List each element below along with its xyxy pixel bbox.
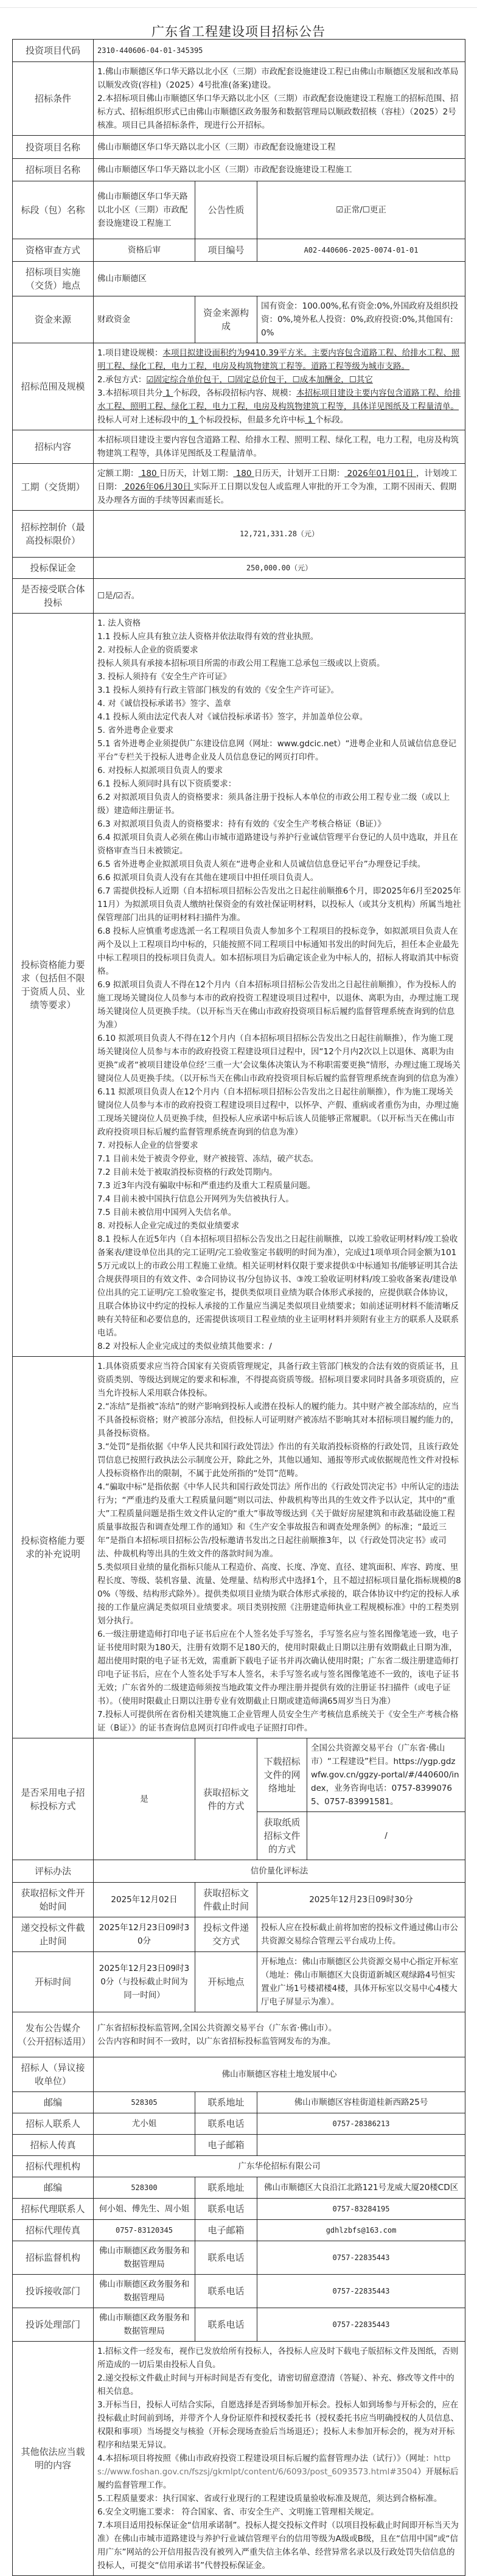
funds-value: 财政资金 xyxy=(94,296,195,343)
text-segment: ）开展标后履约监督管理工作。 xyxy=(97,2467,459,2490)
paragraph xyxy=(97,387,461,413)
filled-blank: 2026年01月01日 xyxy=(344,469,417,478)
row-tender-name xyxy=(13,159,465,181)
row-other xyxy=(13,2342,465,2576)
label: 招标代理联系人 xyxy=(13,2199,94,2220)
text-segment: 5.工程质量要求：执行国家、省或行业现行的工程建设质量验收标准及规范，须达到合格标准。 xyxy=(97,2494,442,2504)
paragraph: 6.7 需提供投标人近期（自本招标项目招标公告发出之日起往前顺推6个月，即2025年6月至2025年11月）为拟派项目负责人缴纳社保资金的有效社保证明材料，以投标人（或其分支机构）所属当地社保管理部门出具的证明材料扫描件为准。 xyxy=(97,886,461,923)
paragraph: 6. 对投标人拟派项目负责人的要求 xyxy=(97,766,223,775)
label: 联系电话 xyxy=(195,2199,257,2220)
investment-name-value: 佛山市顺德区华口华天路以北小区（三期）市政配套设施建设工程 xyxy=(94,136,465,159)
label: 招标控制价（最高投标限价） xyxy=(13,511,94,558)
paragraph xyxy=(97,2345,461,2371)
label: 是否采用电子招标投标方式 xyxy=(13,1738,94,1860)
label: 资格审查方式 xyxy=(13,239,94,262)
paragraph: 6.9 拟派项目负责人不得在12个月内（自本招标项目招标公告发出之日起往前顺推），作为投标人的施工现场关键岗位人员参与本市的政府投资工程建设项目过程中，以退休、离职为由，办理过施工现场关键岗位人员更换手续。（以开标当天在佛山市政府投资项目标后履约监督管理系统查询到的信息为准） xyxy=(97,980,459,1030)
row-opening xyxy=(13,1952,465,2012)
row-funds xyxy=(13,296,465,343)
row-agency-fax xyxy=(13,2220,465,2241)
row-consortium xyxy=(13,579,465,614)
paragraph: 5. 省外进粤企业要求 xyxy=(97,726,174,735)
row-media xyxy=(13,2012,465,2057)
contact-value: 尤小姐 xyxy=(94,2113,195,2135)
dept-value: 佛山市顺德区政务服务和数据管理局 xyxy=(94,2275,195,2308)
paragraph: 2.“冻结”是指被“冻结”的财产影响到投标人或潜在投标人的履约能力。其中财产被全部冻结的，应当不具备投标资格；财产被部分冻结，但投标人可证明财产被冻结不影响其对本招标项目履约能力的，具备投标资格。 xyxy=(97,1402,459,1438)
row-doc-time xyxy=(13,1883,465,1917)
supplement-value xyxy=(94,1357,465,1738)
phone-value: 0757-22835443 xyxy=(257,2308,465,2342)
label: 联系地址 xyxy=(195,2092,257,2113)
text-segment: 1.项目建设规模： xyxy=(97,348,163,358)
label: 投诉接收部门 xyxy=(13,2275,94,2308)
other-value xyxy=(94,2342,465,2576)
doc-start-value: 2025年12月02日 xyxy=(94,1883,195,1917)
label: 开标地点 xyxy=(195,1952,257,2012)
label: 招标项目名称 xyxy=(13,159,94,181)
row-supervision xyxy=(13,2241,465,2275)
download-address-value[interactable]: 全国公共资源交易平台（广东省·佛山市）“工程建设”栏目。https://ygp.gdzwfw.gov.cn/ggzy-portal/#/440600/index，业务咨询电话：0757-83990765、0757-83991581。 xyxy=(307,1738,465,1812)
label: 投标资格能力要求的补充说明 xyxy=(13,1357,94,1738)
tender-name-value: 佛山市顺德区华口华天路以北小区（三期）市政配套设施建设工程施工 xyxy=(94,159,465,181)
label: 投资项目代码 xyxy=(13,40,94,62)
qualification-value xyxy=(94,614,465,1357)
paragraph: 6.一级注册建造师打印电子证书后应在个人签名处手写签名，手写签名应与签名图像笔迹一致，电子证书使用时限为180天，注册有效期不足180天的，使用时限截止日期以注册有效期截止日期为准，超出使用时限的电子证书无效，需重新下载电子证书并再次确认使用时限；广东省二级注册建造师打印电子证书后，应在个人签名处手写本人签名，未手写签名或与签名图像笔迹不一致的，该电子证书无效；广东省外的二级建造师须按当地政策文件办理注册并提供有效的注册证书扫描件（或电子证书）。（使用时限截止日期以注册专业有效期截止日期或建造师满65周岁当日为准） xyxy=(97,1629,459,1706)
paragraph: 7.5 目前未被信用中国列入失信名单。 xyxy=(97,1208,237,1217)
row-tenderer-contact xyxy=(13,2113,465,2135)
row-tenderer-fax xyxy=(13,2135,465,2156)
submit-method-value: 投标人应在投标截止前将加密的投标文件通过佛山市公共资源交易综合管理云平台成功上传。 xyxy=(257,1917,465,1952)
label: 投标文件递交方式 xyxy=(195,1917,257,1952)
paragraph xyxy=(97,346,461,373)
funds-composition-value: 国有资金：100.00%,私有资金:0%,外国政府及组织投资：0%,境外私人投资：0%,政府投资:0%,其他国有:0% xyxy=(257,296,465,343)
phone-value: 0757-22835443 xyxy=(257,2275,465,2308)
investment-code-value: 2310-440606-04-01-345395 xyxy=(94,40,465,62)
text-segment: 个标段投标，但最多允许中标 xyxy=(198,415,305,425)
paragraph xyxy=(97,2452,461,2492)
label: 其他依法应当载明的内容 xyxy=(13,2342,94,2576)
paragraph xyxy=(97,2492,461,2505)
row-qualification xyxy=(13,614,465,1357)
label: 获取招标文件开始时间 xyxy=(13,1883,94,1917)
paragraph: 7.2 目前未处于被取消投标资格的行政处罚期内。 xyxy=(97,1167,277,1177)
row-complaint-receive xyxy=(13,2275,465,2308)
label: 招标内容 xyxy=(13,430,94,464)
electronic-value: 是 xyxy=(94,1738,195,1860)
paragraph: 8.1 投标人在近5年内（自本招标项目招标公告发出之日起往前顺推，以竣工验收证明材料/竣工验收备案表/建设单位出具的完工证明/完工验收鉴定书载明的时间为准），完成过1项单项合同金额为1015万元或以上的市政公用工程施工业绩。相关证明材料仅限于要求提供①中标通知书/能够证明其合法合规获得项目的有效文件、②合同协议书/分包协议书、③竣工验收证明材料/竣工验收备案表/建设单位出具的完工证明/完工验收鉴定书，提供类似项目业绩为联合体形式承接的，应提供联合体协议，且联合体协议中约定的投标人承接的工作量应当满足类似项目业绩要求；如前述证明材料不能清晰反映有关特征和必要信息的，还需提供该项目工程业绩的业主证明材料并须附有业主方的联系人及联系电话。 xyxy=(97,1234,459,1338)
label: 联系电话 xyxy=(195,2241,257,2275)
label: 递交投标文件截止时间 xyxy=(13,1917,94,1952)
paragraph: 7. 对投标人企业的信誉要求 xyxy=(97,1141,198,1150)
row-control-price xyxy=(13,511,465,558)
paragraph: 6.1 投标人须同时具有以下资质要求： xyxy=(97,779,237,789)
content-value: 本招标项目建设主要内容包含道路工程、给排水工程、照明工程、绿化工程，电力工程，电房及构筑物建筑工程等，具体详见图纸及工程量清单。 xyxy=(94,430,465,464)
paper-method-value: / xyxy=(307,1812,465,1860)
text-segment: 日历天，计划开工日期： xyxy=(254,469,345,478)
row-scope xyxy=(13,343,465,430)
evaluation-value: 信价量化评标法 xyxy=(94,1860,465,1883)
paragraph xyxy=(97,467,461,507)
label: 下载招标文件的网络地址 xyxy=(257,1738,307,1812)
row-section-name xyxy=(13,181,465,239)
paragraph xyxy=(97,2398,461,2452)
row-tenderer-post xyxy=(13,2092,465,2113)
paragraph: 3. 投标人须持有《安全生产许可证》 xyxy=(97,672,231,682)
paragraph: 6.3 对拟派项目负责人的资格要求：持有有效的《安全生产考核合格证（B证）》 xyxy=(97,819,386,829)
filled-blank: ☑固定综合单价包干，☐固定总价包干，☐成本加酬金，☐其它 xyxy=(146,375,373,385)
label: 资金来源 xyxy=(13,296,94,343)
row-tenderer xyxy=(13,2057,465,2092)
label: 招标代理传真 xyxy=(13,2220,94,2241)
submit-deadline-value: 2025年12月23日09时30分 xyxy=(94,1917,195,1952)
address-value: 佛山市顺德区大良沿江北路121号龙威大厦20楼CD区 xyxy=(257,2177,465,2199)
label: 发布公告媒介（公开招标适用） xyxy=(13,2012,94,2057)
deposit-value: 250,000.00（元） xyxy=(94,558,465,579)
paragraph xyxy=(97,2519,461,2572)
text-segment: 定额工期： xyxy=(97,469,139,478)
label: 项目编号 xyxy=(195,239,257,262)
text-segment: 4.本招标项目将按照《佛山市政府投资工程建设项目标后履约监督管理办法（试行）》（网址： xyxy=(97,2454,434,2463)
paragraph: 6.5 省外进粤企业拟派项目负责人须在“进粤企业和人员诚信信息登记平台”办理登记手续。 xyxy=(97,859,426,869)
paragraph: 8. 对投标人企业完成过的类似业绩要求 xyxy=(97,1221,240,1231)
label: 获取招标文件截止时间 xyxy=(195,1883,257,1917)
paragraph xyxy=(97,2371,461,2398)
paragraph: 7.4 目前未被中国执行信息公开网列为失信被执行人。 xyxy=(97,1194,294,1204)
label: 招标条件 xyxy=(13,62,94,136)
announcement-table xyxy=(12,39,465,2576)
top-divider xyxy=(0,7,477,8)
label: 联系地址 xyxy=(195,2177,257,2199)
paragraph: 投标人须具有承接本招标项目所需的市政公用工程施工总承包三级或以上资质。 xyxy=(97,659,385,668)
label: 电子邮箱 xyxy=(195,2220,257,2241)
text-segment: 日历天，计划工期： xyxy=(159,469,234,478)
filled-blank: 1 xyxy=(187,415,198,425)
paragraph: 4.“骗取中标”是指依据《中华人民共和国行政处罚法》所作出的《行政处罚决定书》中所认定的违法行为；“严重违约及重大工程质量问题”则以司法、仲裁机构等出具的生效文件予以认定，其中的“重大”工程质量问题是指生效文件认定的“重大”事故等级达到《关于做好房屋建筑和市政基础设施工程质量事故报告和调查处理工作的通知》和《生产安全事故报告和调查处理条例》的标准；“最近三年”是指自本招标项目招标公告/投标邀请书发出之日起往前顺推3年，以《行政处罚决定书》或司法、仲裁机构等出具的生效文件的落款时间为准。 xyxy=(97,1482,459,1559)
label: 招标人传真 xyxy=(13,2135,94,2156)
email-value[interactable]: gdhlzbfs@163.com xyxy=(257,2220,465,2241)
opening-place-value: 开标地点：佛山市顺德区公共资源交易中心指定开标室（地址：佛山市顺德区大良街道新城区观绿路4号恒实置业广场1号楼裙楼4楼，具体开标室以交易中心4楼大厅电子屏显示为准）。 xyxy=(257,1952,465,2012)
postcode-value: 528300 xyxy=(94,2177,195,2199)
label: 是否接受联合体投标 xyxy=(13,579,94,614)
text-segment: 1.招标文件一经发布，视作已发放给所有投标人，各投标人应及时下载电子版招标文件及图纸，否则所造成的一切后果由投标人自负。 xyxy=(97,2347,459,2370)
text-segment: 实际开工日期以发包人或监理人审批的开工令为准，工期不因雨天、假期及办理各方面的手续等因素而延长。 xyxy=(97,482,457,505)
postcode-value: 528305 xyxy=(94,2092,195,2113)
paragraph: 7.投标人可提供所在省份相关建筑施工企业管理人员安全生产考核信息系统关于《安全生产考核合格证（B证）》的证书查询信息网页打印件或电子证照打印件。 xyxy=(97,1710,459,1733)
row-location xyxy=(13,262,465,296)
dept-value: 佛山市顺德区政务服务和数据管理局 xyxy=(94,2308,195,2342)
review-method-value: 资格后审 xyxy=(94,239,195,262)
text-segment: 投标人可对上述标段中的 xyxy=(97,415,188,425)
row-evaluation xyxy=(13,1860,465,1883)
paragraph: 1.具体资质要求应当符合国家有关资质管理规定，具备行政主管部门核发的合法有效的资质证书，且资质类别、等级达到规定的要求和标准，不得提高资质等级。招标项目要求同时具备多项资质的，应当允许投标人采用联合体投标。 xyxy=(97,1362,459,1398)
email-value xyxy=(257,2135,465,2156)
paragraph: 3.“处罚”是指依据《中华人民共和国行政处罚法》作出的有关取消投标资格的行政处罚，且该行政处罚信息已按照行政执法公示制度公开，除此之外，其他以通知、通报等形式或依据规范性文件对投标人投标资格作出的限制，不属于此处所指的“处罚”范畴。 xyxy=(97,1442,459,1479)
contact-value: 何小姐、傅先生、周小姐 xyxy=(94,2199,195,2220)
phone-value: 0757-28386213 xyxy=(257,2113,465,2135)
filled-blank: 1 xyxy=(305,415,316,425)
filled-blank: 180 xyxy=(233,469,254,478)
row-submit xyxy=(13,1917,465,1952)
label: 邮编 xyxy=(13,2177,94,2199)
fax-value xyxy=(94,2135,195,2156)
paragraph xyxy=(97,2505,461,2519)
row-conditions xyxy=(13,62,465,136)
label: 资金来源构成 xyxy=(195,296,257,343)
text-segment: 个标段。 xyxy=(315,415,349,425)
label: 开标时间 xyxy=(13,1952,94,2012)
agency-value: 广东华伦招标有限公司 xyxy=(94,2156,465,2177)
filled-blank: 1 xyxy=(162,388,173,398)
row-investment-name xyxy=(13,136,465,159)
page-title: 广东省工程建设项目招标公告 xyxy=(151,24,326,39)
paragraph: 6.11 拟派项目负责人在12个月内（自本招标项目招标公告发出之日起往前顺推），作为施工现场关键岗位人员参与本市的政府投资工程建设项目过程中，以怀孕、产假、重病或者重伤为由，办理过施工现场关键岗位人员更换手续，但投标人应承诺中标后该人员能够正常履职。（以开标当天在佛山市政府投资项目标后履约监督管理系统查询到的信息为准） xyxy=(97,1087,459,1137)
row-review xyxy=(13,239,465,262)
text-segment: 7.本项目适用投标保证金“信用承诺制”。投标人提交投标文件时（以项目投标截止时间即开标当天为准）在佛山市城市道路建设与养护行业诚信管理平台的信用等级为A级或B级，且在“信用中国”或“信用广东”网站的公开信用报告没有被列入严重失信主体名单、经营异常名录以及行政处罚失信信息的投标人，可提交“信用承诺书”代替投标保证金。 xyxy=(97,2521,459,2571)
label: 标段（包）名称 xyxy=(13,181,94,239)
text-segment: 3.开标当日，投标人可结合实际，自愿选择是否到场参加开标会。投标人如到场参与开标会的，应在投标截止时间前到场，并带齐个人身份证原件和授权委托书（授权委托书应当明确授权的人员信息、权限和事项）当场提交与核验（开标会现场查验后当场退还）；投标人未参加开标会的，视为对开标程序和结果无异议。 xyxy=(97,2400,459,2450)
paragraph: 2. 对投标人企业的资质要求 xyxy=(97,645,198,655)
paragraph xyxy=(97,373,461,387)
row-agency-post xyxy=(13,2177,465,2199)
fax-value: 0757-83120345 xyxy=(94,2220,195,2241)
filled-blank: 2026年06月30日 xyxy=(122,482,194,492)
label: 招标项目实施（交货）地点 xyxy=(13,262,94,296)
row-agency-contact xyxy=(13,2199,465,2220)
filled-blank: 本项目拟建设面积约为9410.39平方米。主要内容包含道路工程、给排水工程、照明工程、绿化工程，电力工程，电房及构筑物建筑工程等。道路工程等级为城市支路。 xyxy=(97,348,460,371)
opening-time-value: 2025年12月23日09时30分（与投标截止时间为同一时间） xyxy=(94,1952,195,2012)
text-segment: 6.安全文明施工要求： 符合国家、省、市安全生产、文明施工管理相关规定。 xyxy=(97,2507,379,2517)
paragraph: 1.1 投标人应具有独立法人资格并依法取得有效的营业执照。 xyxy=(97,632,319,642)
label: 公告性质 xyxy=(195,181,257,239)
dept-value: 佛山市顺德区政务服务和数据管理局 xyxy=(94,2241,195,2275)
paragraph: 5.1 省外进粤企业须提供广东建设信息网（网址：www.gdcic.net）“进粤企业和人员诚信信息登记平台”专栏关于投标人进粤企业及人员信息登记的网页打印件。 xyxy=(97,739,457,762)
phone-value: 0757-83284195 xyxy=(257,2199,465,2220)
label: 投标资格能力要求（包括但不限于资质人员、业绩等要求） xyxy=(13,614,94,1357)
row-supplement xyxy=(13,1357,465,1738)
row-electronic xyxy=(13,1738,465,1812)
text-segment: 2.递交投标文件截止时间与开标时间是否有变化，请密切留意澄清（答疑）、补充、修改等文件中的相关信息。 xyxy=(97,2373,454,2396)
paragraph: 6.6 拟派项目负责人没有在其他在建项目中担任项目负责人。 xyxy=(97,873,319,883)
paragraph: 2.本招标项目佛山市顺德区华口华天路以北小区（三期）市政配套设施建设工程施工的招标范围、招标方式、招标组织形式已由佛山市顺德区政务服务和数据管理局以顺政数招核（容桂）（2025）2号核准。项目已具备招标条件，现进行公开招标。 xyxy=(97,94,459,130)
label: 联系电话 xyxy=(195,2113,257,2135)
paragraph: 4.1 投标人须由法定代表人对《诚信投标承诺书》签字，并加盖单位公章。 xyxy=(97,712,368,722)
label: 联系电话 xyxy=(195,2308,257,2342)
paragraph: 6.4 拟派项目负责人必须在佛山市城市道路建设与养护行业诚信管理平台登记的人员中选取，并且在资格审查当日未被锁定。 xyxy=(97,833,458,856)
label: 招标范围及规模 xyxy=(13,343,94,430)
paragraph: 8.2 对投标人企业完成过的类似业绩其他要求：/ xyxy=(97,1342,272,1351)
label: 投诉处理部门 xyxy=(13,2308,94,2342)
scope-value xyxy=(94,343,465,430)
label: 招标代理机构 xyxy=(13,2156,94,2177)
paragraph: 1. 法人资格 xyxy=(97,618,141,628)
control-price-value: 12,721,331.28（元） xyxy=(94,511,465,558)
consortium-value: ☐是/☑否。 xyxy=(94,579,465,614)
row-complaint-handle xyxy=(13,2308,465,2342)
label: 联系电话 xyxy=(195,2275,257,2308)
row-investment-code xyxy=(13,40,465,62)
phone-value: 0757-22835443 xyxy=(257,2241,465,2275)
label: 投标保证金 xyxy=(13,558,94,579)
label: 获取纸质招标文件的方式 xyxy=(257,1812,307,1860)
label: 投资项目名称 xyxy=(13,136,94,159)
paragraph: 广东省招标投标监管网,全国公共资源交易平台（广东省·佛山市）。 xyxy=(97,2023,337,2033)
media-value xyxy=(94,2012,465,2057)
label: 获取招标文件的方式 xyxy=(195,1738,257,1860)
text-segment: 个标段，各标段招标内容、规模： xyxy=(173,388,297,398)
text-segment: 2.承包方式： xyxy=(97,375,147,385)
paragraph: 1.佛山市顺德区华口华天路以北小区（三期）市政配套设施建设工程已由佛山市顺德区发展和改革局以顺发改资(容桂)（2025）4号批准(备案)建设。 xyxy=(97,67,459,90)
location-value: 佛山市顺德区 xyxy=(94,262,465,296)
announcement-nature-value: ☑正常/☐更正 xyxy=(257,181,465,239)
filled-blank: 180 xyxy=(138,469,159,478)
paragraph: 7.3 近3年内没有骗取中标和严重违约及重大工程质量问题。 xyxy=(97,1181,316,1191)
paragraph: 公告内容和时间不一致时，以广东省招标投标监管网发布的为准。 xyxy=(97,2036,336,2046)
paragraph: 7.1 目前未处于被责令停业，财产被接管、冻结，破产状态。 xyxy=(97,1154,319,1164)
row-content xyxy=(13,430,465,464)
label: 评标办法 xyxy=(13,1860,94,1883)
tenderer-value: 佛山市顺德区容桂土地发展中心 xyxy=(94,2057,465,2092)
paragraph: 6.8 投标人应慎重考虑选派一名工程项目负责人参加多个工程项目的投标竞争，如拟派项目负责人在两个及以上工程项目均中标的，只能按照不同工程项目中标通知书发出的时间先后，担任本企业最先中标工程项目的投标项目负责人。如本招标项目为后确定该企业为中标人的，招标人将取消其中标资格。 xyxy=(97,926,459,976)
text-segment: ，计划竣工日期： xyxy=(97,469,458,492)
paragraph xyxy=(97,413,461,427)
address-value: 佛山市顺德区容桂街道桂新西路25号 xyxy=(257,2092,465,2113)
paragraph: 6.10 拟派项目负责人不得在12个月内（自本招标项目招标公告发出之日起往前顺推），作为施工现场关键岗位人员参与本市的政府投资工程建设项目过程中，因“12个月内2次以上以退休、离职为由更换”或者“被项目建设单位经‘三重一大’会议集体决策认为不称职需要更换”情形，办理过施工现场关键岗位人员更换手续。（以开标当天在佛山市政府投资项目标后履约监督管理系统查询到的信息为准） xyxy=(97,1034,463,1083)
text-segment: 3.本招标项目共分 xyxy=(97,388,163,398)
paragraph: 6.2 对拟派项目负责人的资格要求：须具备注册于投标人本单位的市政公用工程专业二级（或以上级）建造师注册证书。 xyxy=(97,793,450,816)
url-link[interactable]: https://www.foshan.gov.cn/fszsj/gkmlpt/content/6/6093/post_6093573.html#3504 xyxy=(97,2454,451,2477)
label: 邮编 xyxy=(13,2092,94,2113)
paragraph: 4. 对《诚信投标承诺书》签字、盖章 xyxy=(97,699,231,709)
filled-blank: 本招标项目建设主要内容包含道路工程、给排水工程、照明工程、绿化工程，电力工程，电房及构筑物建筑工程等，具体详见图纸及工程量清单。 xyxy=(97,388,461,411)
period-value xyxy=(94,464,465,511)
row-agency xyxy=(13,2156,465,2177)
row-deposit xyxy=(13,558,465,579)
label: 招标人联系人 xyxy=(13,2113,94,2135)
doc-end-value: 2025年12月23日09时30分 xyxy=(257,1883,465,1917)
section-name-value: 佛山市顺德区华口华天路以北小区（三期）市政配套设施建设工程施工 xyxy=(94,181,195,239)
label: 招标监督机构 xyxy=(13,2241,94,2275)
label: 工期（交货期） xyxy=(13,464,94,511)
label: 电子邮箱 xyxy=(195,2135,257,2156)
conditions-value xyxy=(94,62,465,136)
paragraph: 3.1 投标人须持有行政主管部门核发的有效的《安全生产许可证》。 xyxy=(97,685,339,695)
project-number-value: A02-440606-2025-0074-01-01 xyxy=(257,239,465,262)
label: 招标人（异议接收单位） xyxy=(13,2057,94,2092)
row-period xyxy=(13,464,465,511)
paragraph: 5.类似项目业绩的量化指标只能从工程造价、高度、长度、净宽、直径、建筑面积、库容、跨度、里程长度、等级、装机容量、流量、处理量、结构形式中选择1个，且不超过招标项目量化指标规模的80%（等级、结构形式除外）。提供类似项目业绩为联合体形式承接的，联合体协议中约定的投标人承接的工作量应满足类似项目业绩要求。项目类别按照《注册建造师执业工程规模标准》中的工程类别划分执行。 xyxy=(97,1563,461,1626)
